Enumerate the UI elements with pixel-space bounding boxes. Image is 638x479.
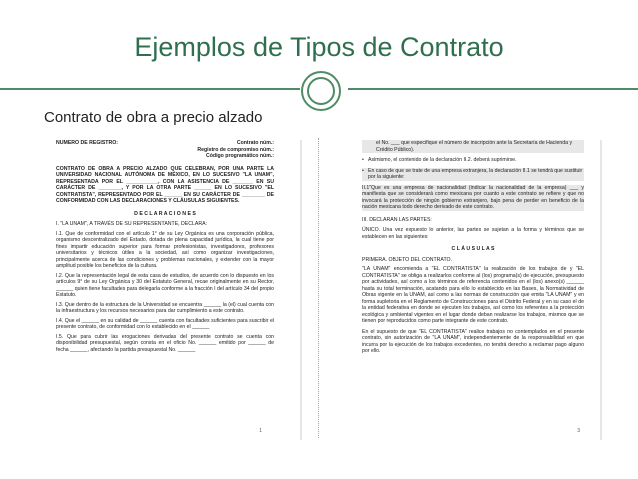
ring-ornament-inner-icon: [307, 77, 335, 105]
primera-paragraph: "LA UNAM" encomienda a "EL CONTRATISTA" la realización de los trabajos de y "EL CONTRATISTA" se obliga a realizarlos conforme al (los) programa(s) de ejecución, presupuesto por actividades, así como a los términos de referencia contenidos en el (los) anexo(s) ______ hasta su total terminación, acatando para ello lo establecido en las Bases, la Normatividad de Obras vigente en la UNAM, así como a las normas de construcción que emita "LA UNAM" y en forma supletoria en el Reglamento de Construcciones para el Distrito Federal y en su caso el de la entidad federativa en donde se ejecuten los trabajos, así como los referentes a la protección ecológica y ambiental vigentes en el lugar donde deban realizarse los trabajos, mismos que se tienen por reproducidos como parte integrante de este contrato.: [362, 266, 584, 324]
continued-text: el No. ___ que especifique el número de inscripción ante la Secretaría de Hacienda y Crédito Público).: [362, 140, 584, 153]
page-divider: [318, 138, 319, 438]
declaration-paragraph: I.4. Que el ______ en su calidad de ______ cuenta con facultades suficientes para suscribir el presente contrato, de conformidad con lo establecido en el ______: [56, 317, 274, 330]
slide-title: Ejemplos de Tipos de Contrato: [134, 32, 504, 62]
clausulas-title: C L Á U S U L A S: [451, 246, 495, 252]
declarations-subtitle: I. "LA UNAM", A TRAVÉS DE SU REPRESENTANTE, DECLARA:: [56, 221, 207, 227]
declarations-title: D E C L A R A C I O N E S: [134, 210, 196, 217]
extra-work-paragraph: En el supuesto de que "EL CONTRATISTA" realice trabajos no contemplados en el presente contrato, sin autorización de "LA UNAM", independientemente de la responsabilidad en que incurra por la ejecución de los trabajos excedentes, no tendrá derecho a reclamar pago alguno por ello.: [362, 328, 584, 354]
section-three-title: III. DECLARAN LAS PARTES:: [362, 216, 432, 223]
header-right-block: [197, 140, 274, 160]
document-page-right: [362, 140, 584, 440]
declaration-paragraph: I.1. Que de conformidad con el artículo 1° de su Ley Orgánica es una corporación pública, organismo descentralizado del Estado, dotada de plena capacidad jurídica, la cual tiene por fines impartir educación superior para formar profesionistas, investigadores, profesores universitarios y técnicos útiles a la sociedad, así como organizar investigaciones, principalmente acerca de las condiciones y problemas nacionales, y extender con la mayor amplitud posible los beneficios de la cultura.: [56, 230, 274, 269]
primera-title: PRIMERA. OBJETO DEL CONTRATO.: [362, 256, 453, 263]
commitment-number-label: Registro de compromiso núm.:: [197, 146, 274, 153]
slide-subtitle: Contrato de obra a precio alzado: [44, 109, 263, 126]
unico-paragraph: ÚNICO. Una vez expuesto lo anterior, las partes se sujetan a la forma y términos que se establecen en las siguientes:: [362, 227, 584, 240]
contract-number-label: Contrato núm.:: [236, 140, 274, 146]
page-header: [56, 140, 274, 160]
declaration-paragraph: I.3. Que dentro de la estructura de la Universidad se encuentra ______ la (el) cual cuenta con la infraestructura y los recursos necesarios para dar cumplimiento a este contrato.: [56, 301, 274, 314]
title-rule-right: [348, 88, 638, 90]
page-shadow-right: [600, 140, 602, 440]
declaration-paragraph: I.2. Que la representación legal de esta casa de estudios, de acuerdo con lo dispuesto en los artículos 9° de su Ley Orgánica y 30 del Estatuto General, recae originalmente en su Rector, ______ quien tiene facultades para delegarla conforme a la fracción I del artículo 34 del propio Estatuto.: [56, 272, 274, 298]
title-rule-left: [0, 88, 300, 90]
page-shadow-left: [300, 140, 302, 440]
page-number: 1: [259, 427, 262, 434]
registration-label: NÚMERO DE REGISTRO:: [56, 140, 118, 146]
document-page-left: [56, 140, 274, 440]
bullet-item: • En caso de que se trate de una empresa extranjera, la declaración II.1 se tendrá que sustituir por la siguiente:: [362, 168, 584, 181]
contract-intro: CONTRATO DE OBRA A PRECIO ALZADO QUE CELEBRAN, POR UNA PARTE LA UNIVERSIDAD NACIONAL AUTÓNOMA DE MÉXICO, EN LO SUCESIVO "LA UNAM", REPRESENTADA POR EL ___________, CON LA ASISTENCIA DE _______ EN SU CARÁCTER DE ________, Y POR LA OTRA PARTE ______ EN LO SUCESIVO "EL CONTRATISTA", REPRESENTADO POR EL ______ EN SU CARÁCTER DE ________ DE CONFORMIDAD CON LAS DECLARACIONES Y CLÁUSULAS SIGUIENTES.: [56, 165, 274, 204]
foreign-company-clause: II.1"Que es una empresa de nacionalidad (indicar la nacionalidad de la empresa) ___ y manifiesta que se considerará como mexicana por cuanto a este contrato se refiere y que no invocará la protección de ningún gobierno extranjero, bajo pena de perder en beneficio de la nación mexicana todo derecho derivado de este contrato.: [362, 184, 584, 210]
declaration-paragraph: I.5. Que para cubrir las erogaciones derivadas del presente contrato se cuenta con disponibilidad presupuestal, según consta en el oficio No. ______ emitido por ______ de fecha ______, afectando la partida presupuestal No. ______: [56, 333, 274, 353]
bullet-item: • Asimismo, el contenido de la declaración II.2. deberá suprimirse.: [362, 157, 584, 164]
program-code-label: Código programático núm.:: [205, 153, 274, 159]
page-number: 3: [577, 427, 580, 434]
